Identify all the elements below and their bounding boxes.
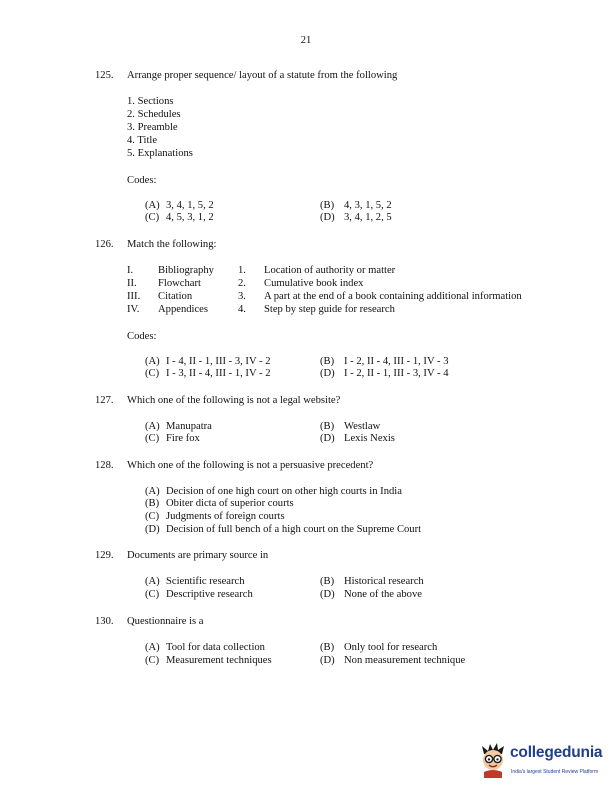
option-label: (D) <box>320 433 335 444</box>
option-label: (D) <box>320 589 335 600</box>
question-number: 125. <box>95 70 114 81</box>
option-text: 3, 4, 1, 5, 2 <box>166 200 214 211</box>
option-label: (A) <box>145 421 160 432</box>
option-label: (B) <box>320 200 335 211</box>
option-label: (A) <box>145 642 160 653</box>
option-text: Decision of full bench of a high court on the Supreme Court <box>166 524 422 535</box>
option-label: (C) <box>145 433 160 444</box>
question-text: Which one of the following is not a legal website? <box>127 395 341 406</box>
option-text: 4, 5, 3, 1, 2 <box>166 212 214 223</box>
numeral: 4. <box>238 304 246 315</box>
numeral: I. <box>127 265 134 276</box>
option-label: (D) <box>320 368 335 379</box>
option-text: 3, 4, 1, 2, 5 <box>344 212 392 223</box>
numeral: 1. <box>238 265 246 276</box>
match-item: Citation <box>158 291 193 302</box>
option-label: (A) <box>145 576 160 587</box>
option-text: Obiter dicta of superior courts <box>166 498 294 509</box>
option-text: Decision of one high court on other high courts in India <box>166 486 402 497</box>
codes-label: Codes: <box>127 331 157 342</box>
question-text: Which one of the following is not a persuasive precedent? <box>127 460 374 471</box>
option-label: (D) <box>145 524 160 535</box>
match-item: Appendices <box>158 304 209 315</box>
list-item: 1. Sections <box>127 96 174 107</box>
match-item: Location of authority or matter <box>264 265 396 276</box>
numeral: 3. <box>238 291 246 302</box>
option-label: (A) <box>145 356 160 367</box>
option-label: (C) <box>145 589 160 600</box>
option-text: Non measurement technique <box>344 655 466 666</box>
option-text: Measurement techniques <box>166 655 272 666</box>
question-text: Documents are primary source in <box>127 550 269 561</box>
collegedunia-logo <box>478 740 608 780</box>
option-label: (D) <box>320 655 335 666</box>
option-text: None of the above <box>344 589 422 600</box>
option-text: Judgments of foreign courts <box>166 511 285 522</box>
numeral: IV. <box>127 304 140 315</box>
page-number: 21 <box>300 35 312 46</box>
option-text: Descriptive research <box>166 589 253 600</box>
option-label: (C) <box>145 511 160 522</box>
sequence-list <box>127 95 193 160</box>
option-text: Scientific research <box>166 576 245 587</box>
brand-name: collegedunia <box>510 744 603 761</box>
question-number: 128. <box>95 460 114 471</box>
question-text: Arrange proper sequence/ layout of a statute from the following <box>127 70 398 81</box>
option-text: Tool for data collection <box>166 642 265 653</box>
option-text: Westlaw <box>344 421 381 432</box>
option-label: (B) <box>320 356 335 367</box>
option-label: (C) <box>145 212 160 223</box>
question-number: 129. <box>95 550 114 561</box>
option-text: Fire fox <box>166 433 200 444</box>
question-number: 126. <box>95 239 114 250</box>
match-right-items <box>264 264 522 316</box>
mascot-icon <box>478 742 510 778</box>
option-text: Manupatra <box>166 421 212 432</box>
option-label: (D) <box>320 212 335 223</box>
match-left-items <box>158 264 214 316</box>
match-item: Step by step guide for research <box>264 304 395 315</box>
option-label: (B) <box>320 642 335 653</box>
numeral: II. <box>127 278 137 289</box>
option-text: I - 3, II - 4, III - 1, IV - 2 <box>166 368 271 379</box>
option-label: (C) <box>145 368 160 379</box>
match-item: Cumulative book index <box>264 278 364 289</box>
option-text: I - 2, II - 1, III - 3, IV - 4 <box>344 368 449 379</box>
option-label: (B) <box>320 576 335 587</box>
option-label: (B) <box>320 421 335 432</box>
question-number: 127. <box>95 395 114 406</box>
numeral: 2. <box>238 278 246 289</box>
question-text: Match the following: <box>127 239 217 250</box>
option-text: Only tool for research <box>344 642 438 653</box>
codes-label: Codes: <box>127 175 157 186</box>
question-text: Questionnaire is a <box>127 616 204 627</box>
match-item: A part at the end of a book containing additional information <box>264 291 522 302</box>
option-label: (A) <box>145 486 160 497</box>
brand-tagline: India's largest Student Review Platform <box>511 769 599 775</box>
match-item: Flowchart <box>158 278 201 289</box>
option-text: Historical research <box>344 576 424 587</box>
option-label: (B) <box>145 498 160 509</box>
option-text: 4, 3, 1, 5, 2 <box>344 200 392 211</box>
list-item: 3. Preamble <box>127 122 178 133</box>
option-text: I - 4, II - 1, III - 3, IV - 2 <box>166 356 271 367</box>
match-right-numerals <box>238 264 246 316</box>
list-item: 2. Schedules <box>127 109 181 120</box>
question-number: 130. <box>95 616 114 627</box>
numeral: III. <box>127 291 141 302</box>
option-label: (C) <box>145 655 160 666</box>
match-left-numerals <box>127 264 140 316</box>
option-text: I - 2, II - 4, III - 1, IV - 3 <box>344 356 449 367</box>
option-text: Lexis Nexis <box>344 433 395 444</box>
match-item: Bibliography <box>158 265 214 276</box>
list-item: 4. Title <box>127 135 158 146</box>
option-label: (A) <box>145 200 160 211</box>
list-item: 5. Explanations <box>127 148 193 159</box>
